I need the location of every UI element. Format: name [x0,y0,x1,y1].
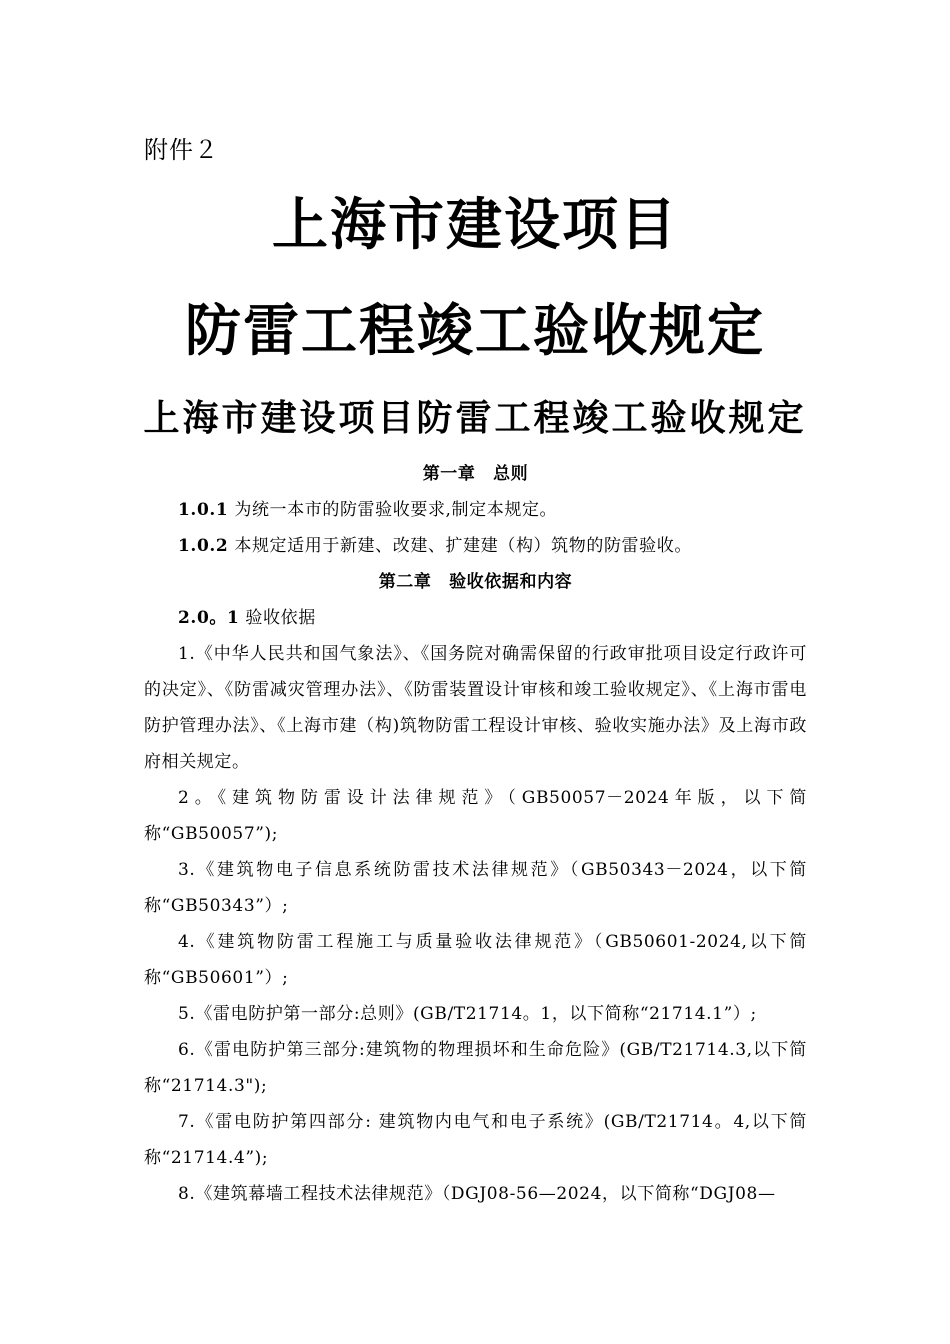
clause-number: 1.0.1 [178,500,229,520]
document-subtitle: 上海市建设项目防雷工程竣工验收规定 [143,397,807,439]
clause-number: 2.0。1 [178,608,240,628]
basis-item: 5.《雷电防护第一部分:总则》(GB/T21714。1，以下简称“21714.1”）; [178,1004,757,1024]
clause-1-0-1 [144,492,807,528]
clause-1-0-2 [144,528,807,564]
chapter-2-heading: 第二章 验收依据和内容 [378,572,573,592]
clause-text: 本规定适用于新建、改建、扩建建（构）筑物的防雷验收。 [234,536,692,556]
basis-item: 7.《雷电防护第四部分: 建筑物内电气和电子系统》(GB/T21714。4,以下简称“21714.4”); [144,1112,807,1168]
attachment-label: 附件２ [144,136,219,164]
document-title-line-1: 上海市建设项目 [272,193,678,258]
basis-item: 2。《建筑物防雷设计法律规范》（GB50057－2024年版，以下简称“GB50057”); [144,788,807,844]
document-body [144,456,807,1212]
clause-text: 为统一本市的防雷验收要求,制定本规定。 [234,500,558,520]
document-title-line-2: 防雷工程竣工验收规定 [185,299,765,364]
clause-text: 验收依据 [245,608,316,628]
clause-2-0-1 [144,600,807,636]
basis-item: 4.《建筑物防雷工程施工与质量验收法律规范》（GB50601-2024,以下简称“GB50601”）; [144,932,807,988]
basis-item: 1.《中华人民共和国气象法》、《国务院对确需保留的行政审批项目设定行政许可的决定》、《防雷减灾管理办法》、《防雷装置设计审核和竣工验收规定》、《上海市雷电防护管理办法》、《上海市建（构)筑物防雷工程设计审核、验收实施办法》及上海市政府相关规定。 [144,644,807,772]
basis-item: 3.《建筑物电子信息系统防雷技术法律规范》（GB50343－2024，以下简称“GB50343”）; [144,860,807,916]
clause-number: 1.0.2 [178,536,229,556]
basis-item: 6.《雷电防护第三部分:建筑物的物理损坏和生命危险》(GB/T21714.3,以下简称“21714.3"); [144,1040,807,1096]
basis-item: 8.《建筑幕墙工程技术法律规范》（DGJ08-56—2024，以下简称“DGJ08— [178,1184,776,1204]
chapter-1-heading: 第一章 总则 [422,464,529,484]
